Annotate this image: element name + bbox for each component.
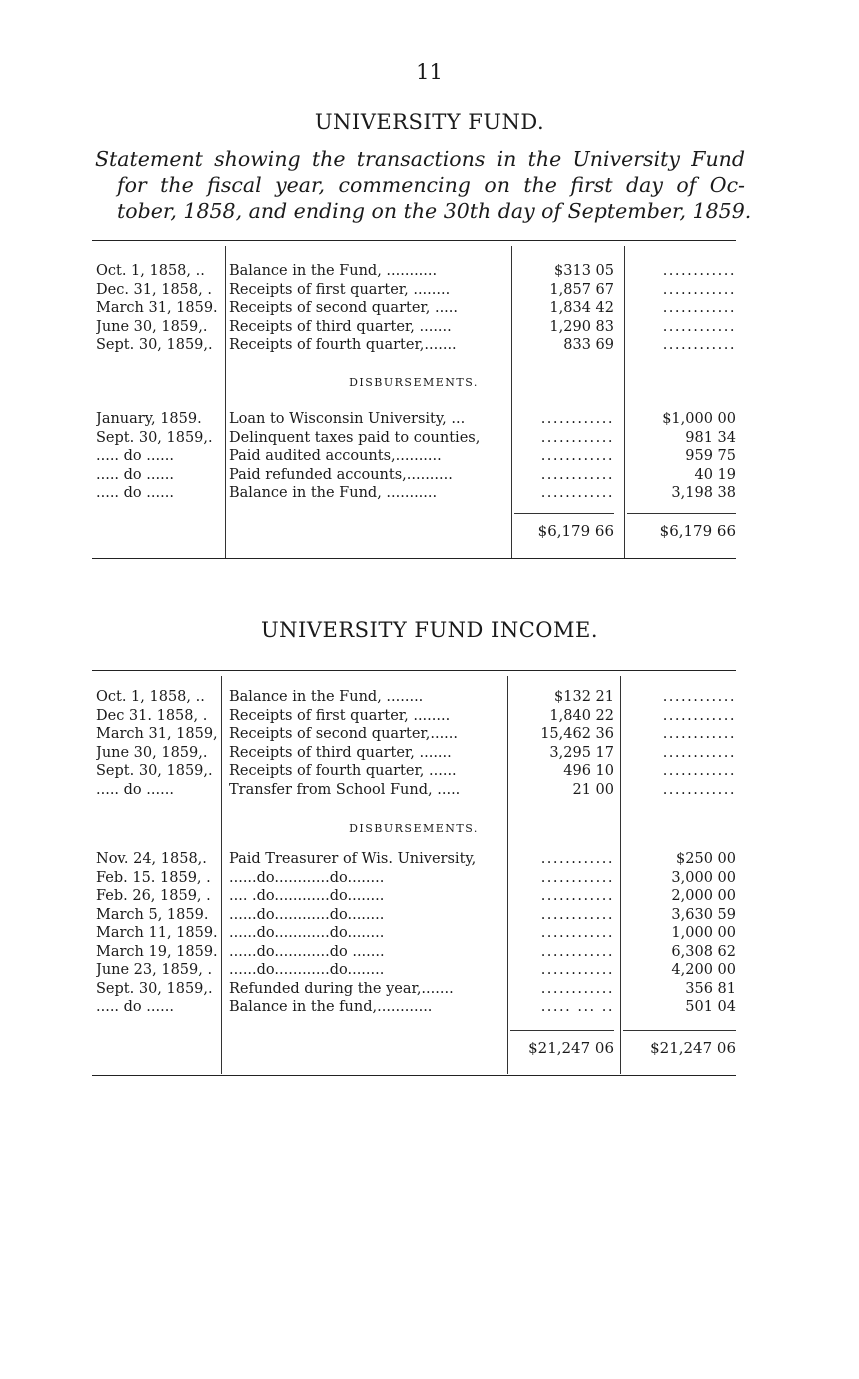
income-disbursement-row [92,906,736,925]
fund-receipt-row [92,336,736,355]
income-total-rule-1 [510,1030,614,1031]
fund-total-row [92,522,736,541]
income-receipt-row [92,707,736,726]
row-amount-2: ............ [662,318,736,335]
row-description: Loan to Wisconsin University, ... [229,411,466,427]
row-amount: ..... ... .. [540,999,614,1015]
income-receipt-row [92,762,736,781]
statement-line-1: Statement showing the transactions in the University Fund [95,147,745,171]
income-disbursement-row [92,961,736,980]
row-amount-2: ............ [662,781,736,798]
row-date: ..... do ...... [96,999,174,1015]
row-description: Receipts of first quarter, ........ [229,707,451,724]
row-date: January, 1859. [96,411,202,427]
row-amount-2: 1,000 00 [671,925,736,941]
row-date: March 19, 1859. [96,943,218,960]
income-receipt-row [92,688,736,707]
row-amount-2: ............ [662,300,736,316]
row-description: Balance in the Fund, ........ [229,689,424,705]
row-date: Sept. 30, 1859,. [96,980,213,997]
fund-disbursement-row [92,429,736,448]
page-number: 11 [416,60,443,84]
row-date: March 31, 1859, [96,726,218,742]
fund-disbursement-row [92,466,736,485]
row-description: .... .do............do........ [229,888,385,904]
row-amount: ............ [540,925,614,941]
row-description: ......do............do........ [229,925,385,941]
row-amount: ............ [540,869,614,886]
row-amount: 1,857 67 [549,281,614,298]
row-amount-2: 3,000 00 [671,869,736,886]
row-amount: ............ [540,962,614,978]
row-amount-2: ............ [662,707,736,724]
row-description: Receipts of fourth quarter, ...... [229,763,457,779]
row-amount-2: ............ [662,726,736,742]
row-amount-2: 959 75 [685,448,736,464]
row-amount: $313 05 [554,263,614,279]
row-amount: 21 00 [572,781,614,798]
row-amount-2: ............ [662,744,736,761]
income-disbursement-row [92,850,736,869]
row-description: ......do............do........ [229,906,385,923]
row-date: March 11, 1859. [96,925,218,941]
income-receipt-row [92,725,736,744]
row-description: Receipts of third quarter, ....... [229,744,452,761]
row-date: ..... do ...... [96,466,174,483]
income-receipt-row [92,744,736,763]
row-amount: ............ [540,851,614,867]
row-date: ..... do ...... [96,781,174,798]
row-date: March 31, 1859. [96,300,218,316]
income-disbursement-row [92,869,736,888]
row-date: Dec 31. 1858, . [96,707,208,724]
total-amount: $21,247 06 [528,1039,614,1057]
row-amount-2: 3,198 38 [671,485,736,501]
row-date: Feb. 15. 1859, . [96,869,211,886]
income-total-rule-2 [623,1030,736,1031]
row-description: Transfer from School Fund, ..... [229,781,461,798]
row-amount: 833 69 [563,337,614,353]
fund-total-rule-1 [514,513,614,514]
fund-disbursement-row [92,447,736,466]
row-description: ......do............do........ [229,962,385,978]
fund-ledger-top-rule [92,240,736,241]
row-description: Receipts of second quarter,...... [229,726,459,742]
fund-total-rule-2 [627,513,736,514]
fund-disbursement-row [92,410,736,429]
fund-receipt-row [92,281,736,300]
row-amount-2: ............ [662,263,736,279]
total-amount: $6,179 66 [537,522,614,540]
statement-line-2: for the fiscal year, commencing on the first day of Oc- [117,173,745,197]
row-description: Receipts of second quarter, ..... [229,300,459,316]
row-date: Oct. 1, 1858, .. [96,263,205,279]
row-amount: ............ [540,906,614,923]
income-ledger-bottom-rule [92,1075,736,1076]
row-description: Receipts of fourth quarter,....... [229,337,457,353]
statement-line-3: tober, 1858, and ending on the 30th day of September, 1859. [117,199,752,223]
row-description: Refunded during the year,....... [229,980,454,997]
fund-ledger-bottom-rule [92,558,736,559]
row-date: Feb. 26, 1859, . [96,888,211,904]
row-amount: ............ [540,429,614,446]
row-date: ..... do ...... [96,485,174,501]
fund-ledger [92,240,736,560]
row-amount: ............ [540,980,614,997]
total-amount-2: $21,247 06 [650,1039,736,1057]
row-amount: 15,462 36 [540,726,614,742]
income-disbursement-row [92,887,736,906]
row-amount: ............ [540,466,614,483]
income-total-row [92,1039,736,1058]
income-disbursement-row [92,924,736,943]
row-date: Nov. 24, 1858,. [96,851,207,867]
fund-receipt-row [92,299,736,318]
row-amount: 1,840 22 [549,707,614,724]
income-disbursement-row [92,998,736,1017]
row-amount: 1,290 83 [549,318,614,335]
row-amount-2: 40 19 [694,466,736,483]
row-date: Sept. 30, 1859,. [96,429,213,446]
row-amount: 3,295 17 [549,744,614,761]
row-amount-2: 2,000 00 [671,888,736,904]
income-receipt-row [92,781,736,800]
fund-receipt-row [92,318,736,337]
fund-receipt-row [92,262,736,281]
row-description: Balance in the fund,............ [229,999,433,1015]
income-title: UNIVERSITY FUND INCOME. [260,618,599,642]
statement-caption [95,146,752,224]
row-amount: $132 21 [554,689,614,705]
row-amount-2: $250 00 [676,851,736,867]
row-description: Paid audited accounts,.......... [229,448,442,464]
row-amount-2: 501 04 [685,999,736,1015]
row-amount: ............ [540,411,614,427]
row-description: Balance in the Fund, ........... [229,485,438,501]
row-amount-2: 6,308 62 [671,943,736,960]
disbursements-label: DISBURSEMENTS. [349,822,479,835]
income-disbursement-row [92,980,736,999]
row-amount-2: ............ [662,337,736,353]
row-date: June 23, 1859, . [96,962,213,978]
row-description: ......do............do ....... [229,943,385,960]
row-date: Oct. 1, 1858, .. [96,689,205,705]
row-amount: ............ [540,943,614,960]
row-amount: ............ [540,888,614,904]
row-amount-2: ............ [662,281,736,298]
row-amount-2: ............ [662,763,736,779]
disbursements-label: DISBURSEMENTS. [349,376,479,389]
row-amount-2: 4,200 00 [671,962,736,978]
row-amount: ............ [540,448,614,464]
row-description: ......do............do........ [229,869,385,886]
row-description: Delinquent taxes paid to counties, [229,429,481,446]
fund-title: UNIVERSITY FUND. [314,110,545,134]
row-amount-2: ............ [662,689,736,705]
row-amount-2: 981 34 [685,429,736,446]
row-amount: 496 10 [563,763,614,779]
row-amount-2: 356 81 [685,980,736,997]
fund-disbursement-row [92,484,736,503]
row-description: Receipts of first quarter, ........ [229,281,451,298]
income-disbursement-row [92,943,736,962]
row-date: Sept. 30, 1859,. [96,763,213,779]
row-date: June 30, 1859,. [96,318,208,335]
row-date: June 30, 1859,. [96,744,208,761]
income-ledger [92,670,736,1080]
row-amount-2: $1,000 00 [662,411,736,427]
row-amount-2: 3,630 59 [671,906,736,923]
row-amount: ............ [540,485,614,501]
row-description: Paid refunded accounts,.......... [229,466,453,483]
row-description: Receipts of third quarter, ....... [229,318,452,335]
row-date: ..... do ...... [96,448,174,464]
row-description: Balance in the Fund, ........... [229,263,438,279]
row-amount: 1,834 42 [549,300,614,316]
income-ledger-top-rule [92,670,736,671]
row-date: March 5, 1859. [96,906,209,923]
row-date: Dec. 31, 1858, . [96,281,212,298]
row-date: Sept. 30, 1859,. [96,337,213,353]
total-amount-2: $6,179 66 [659,522,736,540]
row-description: Paid Treasurer of Wis. University, [229,851,477,867]
